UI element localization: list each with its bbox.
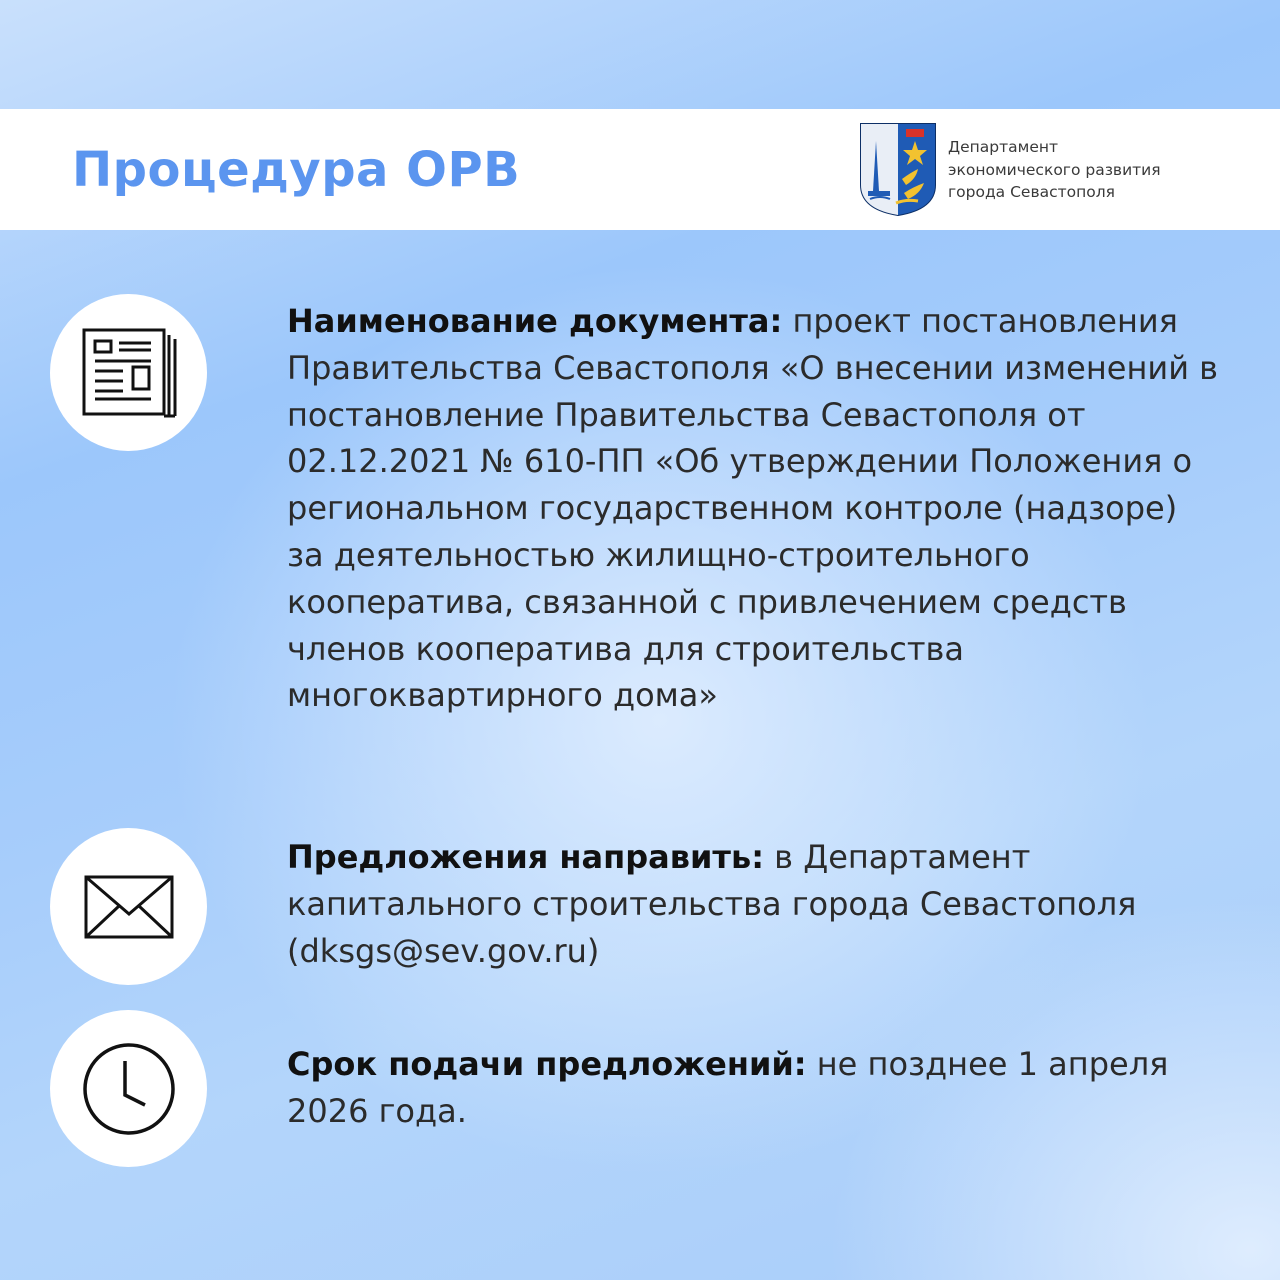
page-title: Процедура ОРВ <box>72 142 521 198</box>
document-name-text: проект постановления Правительства Севастополя «О внесении изменений в постановление Правительства Севастополя от 02.12.2021 № 610-ПП «Об утверждении Положения о региональном государственном контроле (надзоре) за деятельностью жилищно-строительного кооператива, связанной с привлечением средств членов кооператива для строительства многоквартирного дома» <box>287 302 1219 715</box>
org-name-line-1: Департамент <box>948 138 1059 156</box>
sevastopol-coat-of-arms-logo <box>858 121 938 217</box>
org-name-line-2: экономического развития <box>948 160 1161 179</box>
envelope-icon <box>83 874 175 940</box>
envelope-icon-circle <box>50 828 207 985</box>
clock-icon <box>81 1041 177 1137</box>
deadline-text: не позднее 1 апреля 2026 года. <box>287 1045 1169 1130</box>
document-icon <box>79 325 179 421</box>
deadline-label: Срок подачи предложений: <box>287 1045 807 1083</box>
proposals-block <box>287 834 1222 974</box>
document-name-block <box>287 298 1222 719</box>
document-name-label: Наименование документа: <box>287 302 783 340</box>
clock-icon-circle <box>50 1010 207 1167</box>
document-icon-circle <box>50 294 207 451</box>
deadline-block <box>287 1041 1222 1135</box>
org-name-line-3: города Севастополя <box>948 183 1115 201</box>
organization-name <box>948 136 1161 204</box>
proposals-text: в Департамент капитального строительства города Севастополя (dksgs@sev.gov.ru) <box>287 838 1137 970</box>
proposals-label: Предложения направить: <box>287 838 764 876</box>
